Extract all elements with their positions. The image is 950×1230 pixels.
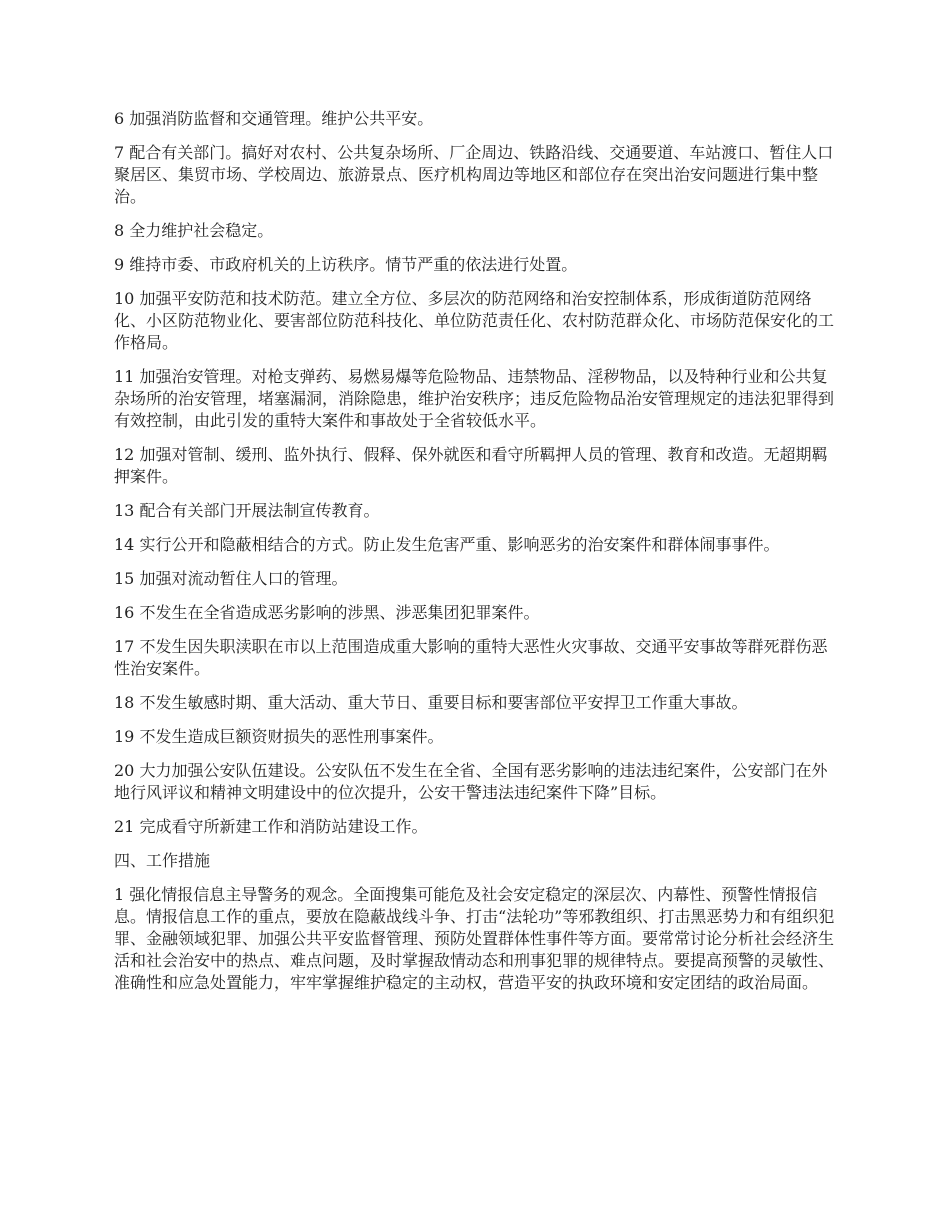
paragraph-item-15: 15 加强对流动暂住人口的管理。 <box>114 569 348 588</box>
document-body <box>114 108 840 1006</box>
paragraph-item-20: 20 大力加强公安队伍建设。公安队伍不发生在全省、全国有恶劣影响的违法违纪案件，公安部门在外地行风评议和精神文明建设中的位次提升，公安干警违法违纪案件下降”目标。 <box>114 761 828 802</box>
section-heading-work-measures: 四、工作措施 <box>114 851 211 870</box>
paragraph-item-10: 10 加强平安防范和技术防范。建立全方位、多层次的防范网络和治安控制体系，形成街道防范网络化、小区防范物业化、要害部位防范科技化、单位防范责任化、农村防范群众化、市场防范保安化的工作格局。 <box>114 289 835 352</box>
paragraph-item-19: 19 不发生造成巨额资财损失的恶性刑事案件。 <box>114 727 444 746</box>
paragraph-item-9: 9 维持市委、市政府机关的上访秩序。情节严重的依法进行处置。 <box>114 255 578 274</box>
paragraph-item-18: 18 不发生敏感时期、重大活动、重大节日、重要目标和要害部位平安捍卫工作重大事故。 <box>114 693 748 712</box>
measure-item-1: 1 强化情报信息主导警务的观念。全面搜集可能危及社会安定稳定的深层次、内幕性、预警性情报信息。情报信息工作的重点，要放在隐蔽战线斗争、打击“法轮功”等邪教组织、打击黑恶势力和有组织犯罪、金融领域犯罪、加强公共平安监督管理、预防处置群体性事件等方面。要常常讨论分析社会经济生活和社会治安中的热点、难点问题，及时掌握敌情动态和刑事犯罪的规律特点。要提高预警的灵敏性、准确性和应急处置能力，牢牢掌握维护稳定的主动权，营造平安的执政环境和安定团结的政治局面。 <box>114 885 835 992</box>
paragraph-item-11: 11 加强治安管理。对枪支弹药、易燃易爆等危险物品、违禁物品、淫秽物品，以及特种行业和公共复杂场所的治安管理，堵塞漏洞，消除隐患，维护治安秩序；违反危险物品治安管理规定的违法犯罪得到有效控制，由此引发的重特大案件和事故处于全省较低水平。 <box>114 367 835 430</box>
paragraph-item-13: 13 配合有关部门开展法制宣传教育。 <box>114 501 380 520</box>
paragraph-item-14: 14 实行公开和隐蔽相结合的方式。防止发生危害严重、影响恶劣的治安案件和群体闹事事件。 <box>114 535 780 554</box>
paragraph-item-12: 12 加强对管制、缓刑、监外执行、假释、保外就医和看守所羁押人员的管理、教育和改造。无超期羁押案件。 <box>114 445 828 486</box>
paragraph-item-17: 17 不发生因失职渎职在市以上范围造成重大影响的重特大恶性火灾事故、交通平安事故等群死群伤恶性治安案件。 <box>114 637 828 678</box>
paragraph-item-21: 21 完成看守所新建工作和消防站建设工作。 <box>114 817 428 836</box>
paragraph-item-16: 16 不发生在全省造成恶劣影响的涉黑、涉恶集团犯罪案件。 <box>114 603 540 622</box>
paragraph-item-7: 7 配合有关部门。搞好对农村、公共复杂场所、厂企周边、铁路沿线、交通要道、车站渡口、暂住人口聚居区、集贸市场、学校周边、旅游景点、医疗机构周边等地区和部位存在突出治安问题进行集中整治。 <box>114 143 834 206</box>
paragraph-item-6: 6 加强消防监督和交通管理。维护公共平安。 <box>114 109 434 128</box>
paragraph-item-8: 8 全力维护社会稳定。 <box>114 221 274 240</box>
